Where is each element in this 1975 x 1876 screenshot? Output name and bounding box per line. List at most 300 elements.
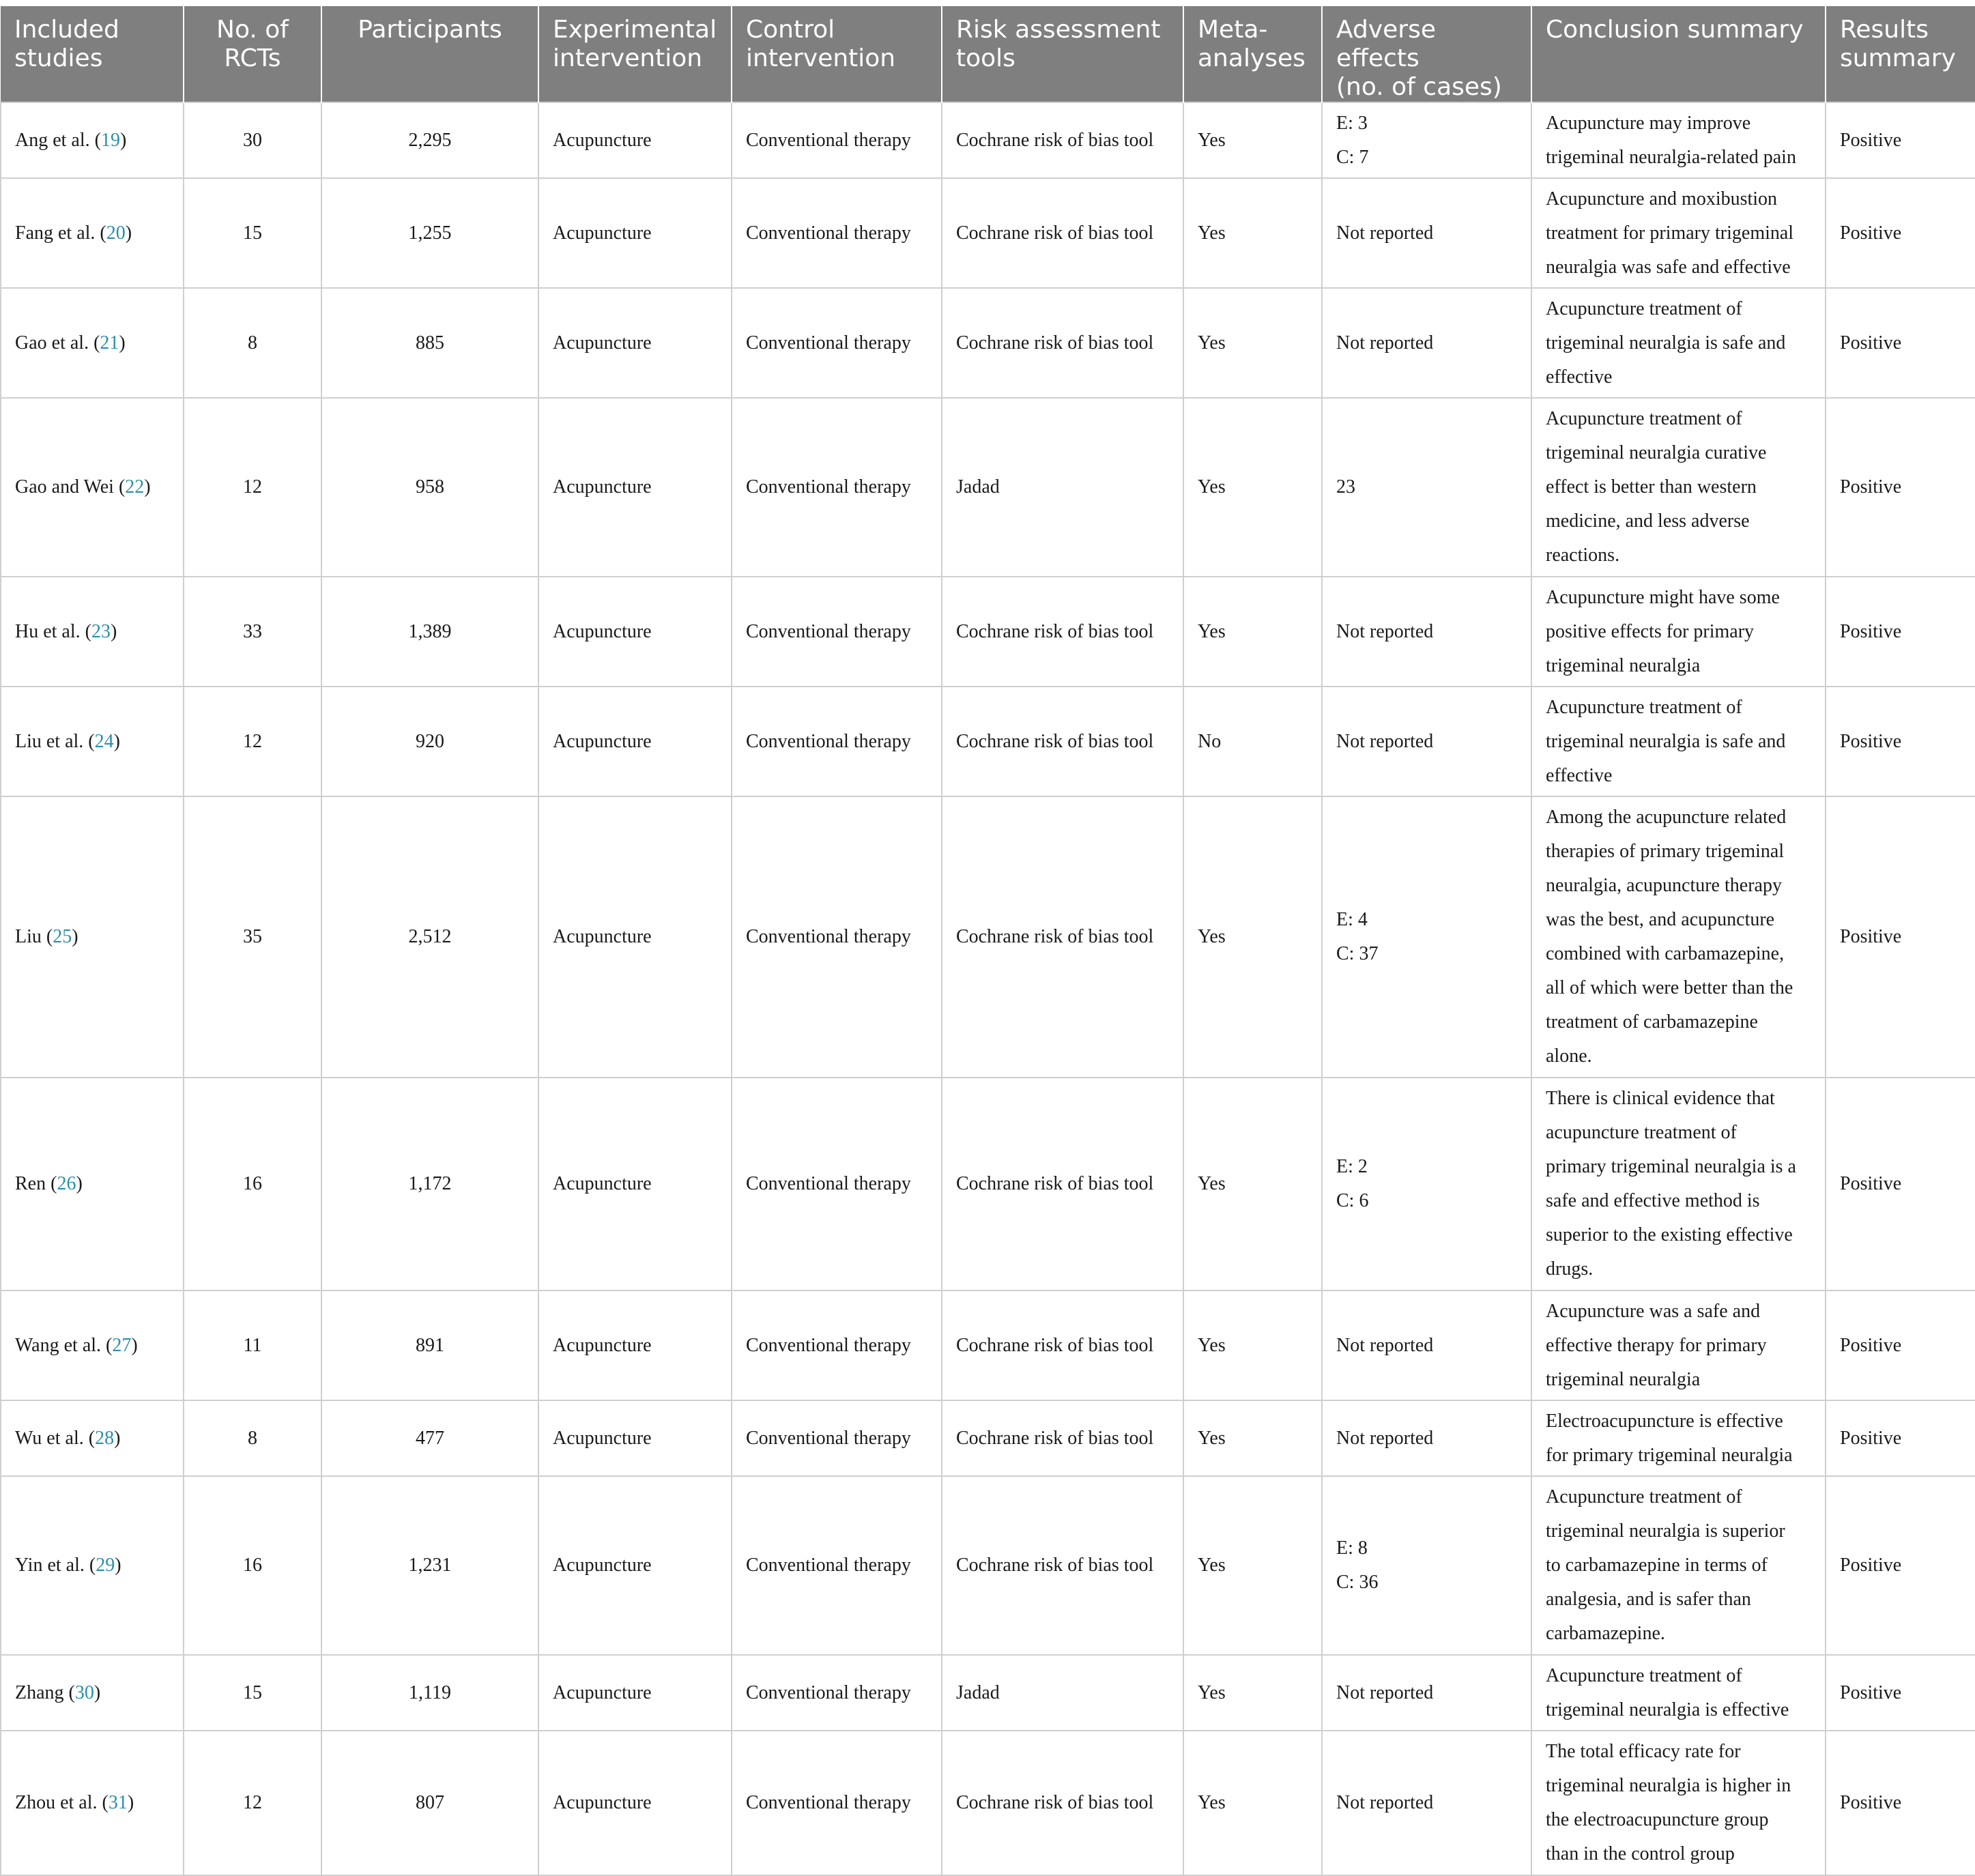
study-author: Wu et al.	[15, 1427, 84, 1449]
result-value: Positive	[1840, 1682, 1902, 1703]
cell-experimental	[538, 1731, 732, 1875]
cell-risk-tool	[942, 288, 1183, 398]
cell-study: Wu et al. (28)	[1, 1400, 184, 1476]
cell-experimental	[538, 796, 732, 1078]
conclusion-line: Among the acupuncture related	[1546, 807, 1787, 828]
reference-link[interactable]: 23	[91, 620, 111, 642]
rcts-value: 15	[243, 1682, 262, 1703]
table-row	[1, 1476, 1975, 1655]
cell-experimental	[538, 1655, 732, 1731]
reference-link[interactable]: 28	[95, 1427, 115, 1449]
meta-value: Yes	[1198, 222, 1226, 244]
control-value: Conventional therapy	[746, 1555, 911, 1576]
experimental-value: Acupuncture	[553, 1555, 652, 1576]
risk-tool-value: Cochrane risk of bias tool	[956, 620, 1154, 642]
cell-risk-tool	[942, 1476, 1183, 1655]
conclusion-line: analgesia, and is safer than	[1546, 1589, 1751, 1610]
cell-result	[1826, 178, 1975, 288]
adverse-line: 23	[1336, 476, 1355, 497]
conclusion-line: The total efficacy rate for	[1546, 1741, 1741, 1762]
conclusion-line: was the best, and acupuncture	[1546, 909, 1775, 930]
study-author: Fang et al.	[15, 222, 96, 244]
cell-study: Zhou et al. (31)	[1, 1731, 184, 1875]
adverse-line: E: 2	[1336, 1156, 1368, 1177]
result-value: Positive	[1840, 222, 1902, 244]
result-value: Positive	[1840, 476, 1902, 497]
risk-tool-value: Cochrane risk of bias tool	[956, 1427, 1154, 1449]
risk-tool-value: Cochrane risk of bias tool	[956, 1334, 1154, 1356]
conclusion-line: trigeminal neuralgia is higher in	[1546, 1775, 1791, 1796]
conclusion-line: trigeminal neuralgia curative	[1546, 442, 1767, 463]
cell-study: Hu et al. (23)	[1, 577, 184, 687]
cell-meta	[1183, 1400, 1322, 1476]
result-value: Positive	[1840, 1173, 1902, 1194]
header-experimental-intervention: Experimental intervention	[538, 6, 732, 102]
conclusion-line: trigeminal neuralgia-related pain	[1546, 146, 1796, 168]
rcts-value: 12	[243, 476, 262, 497]
meta-value: Yes	[1198, 620, 1226, 642]
rcts-value: 12	[243, 1792, 262, 1813]
cell-participants	[321, 1731, 538, 1875]
experimental-value: Acupuncture	[553, 332, 652, 353]
rcts-value: 15	[243, 222, 262, 244]
cell-risk-tool	[942, 398, 1183, 577]
table-row	[1, 687, 1975, 796]
adverse-line: Not reported	[1336, 1334, 1434, 1356]
meta-value: No	[1198, 730, 1222, 752]
conclusion-line: trigeminal neuralgia is safe and	[1546, 730, 1786, 752]
meta-value: Yes	[1198, 332, 1226, 353]
study-author: Wang et al.	[15, 1334, 102, 1356]
cell-rcts	[184, 1731, 321, 1875]
risk-tool-value: Cochrane risk of bias tool	[956, 1555, 1154, 1576]
result-value: Positive	[1840, 926, 1902, 947]
cell-adverse	[1322, 1290, 1531, 1400]
result-value: Positive	[1840, 1792, 1902, 1813]
rcts-value: 11	[243, 1334, 262, 1356]
result-value: Positive	[1840, 1555, 1902, 1576]
cell-experimental	[538, 288, 732, 398]
risk-tool-value: Jadad	[956, 476, 1000, 497]
reference-link[interactable]: 30	[74, 1682, 94, 1703]
participants-value: 1,172	[408, 1173, 452, 1194]
cell-experimental	[538, 577, 732, 687]
rcts-value: 33	[243, 620, 262, 642]
cell-result	[1826, 398, 1975, 577]
study-author: Ang et al.	[15, 129, 90, 151]
experimental-value: Acupuncture	[553, 1173, 652, 1194]
cell-risk-tool	[942, 1078, 1183, 1290]
study-author: Gao et al.	[15, 332, 89, 353]
conclusion-line: effective	[1546, 366, 1613, 388]
conclusion-line: superior to the existing effective	[1546, 1224, 1793, 1245]
adverse-line: C: 6	[1336, 1190, 1369, 1211]
cell-experimental	[538, 1078, 732, 1290]
cell-rcts	[184, 102, 321, 178]
cell-adverse	[1322, 1078, 1531, 1290]
cell-participants	[321, 796, 538, 1078]
cell-study: Yin et al. (29)	[1, 1476, 184, 1655]
reference-link[interactable]: 19	[100, 129, 120, 151]
risk-tool-value: Cochrane risk of bias tool	[956, 129, 1154, 151]
cell-result	[1826, 687, 1975, 796]
adverse-line: Not reported	[1336, 332, 1434, 353]
result-value: Positive	[1840, 1334, 1902, 1356]
cell-participants	[321, 178, 538, 288]
participants-value: 958	[416, 476, 444, 497]
cell-meta	[1183, 288, 1322, 398]
risk-tool-value: Cochrane risk of bias tool	[956, 332, 1154, 353]
cell-conclusion	[1531, 796, 1826, 1078]
rcts-value: 16	[243, 1173, 262, 1194]
adverse-line: Not reported	[1336, 1792, 1434, 1813]
conclusion-line: the electroacupuncture group	[1546, 1809, 1769, 1830]
cell-rcts	[184, 1655, 321, 1731]
rcts-value: 8	[248, 332, 257, 353]
adverse-line: Not reported	[1336, 620, 1434, 642]
cell-risk-tool	[942, 1400, 1183, 1476]
header-adverse-effects: Adverse effects (no. of cases)	[1322, 6, 1531, 102]
cell-participants	[321, 577, 538, 687]
cell-study: Liu (25)	[1, 796, 184, 1078]
cell-rcts	[184, 1400, 321, 1476]
study-author: Yin et al.	[15, 1555, 85, 1576]
cell-experimental	[538, 1290, 732, 1400]
conclusion-line: Electroacupuncture is effective	[1546, 1410, 1783, 1432]
header-conclusion-summary: Conclusion summary	[1531, 6, 1826, 102]
header-control-intervention: Control intervention	[732, 6, 942, 102]
adverse-line: C: 7	[1336, 146, 1369, 168]
conclusion-line: than in the control group	[1546, 1843, 1735, 1864]
cell-control	[732, 178, 942, 288]
cell-control	[732, 1476, 942, 1655]
cell-adverse	[1322, 102, 1531, 178]
risk-tool-value: Cochrane risk of bias tool	[956, 926, 1154, 947]
meta-value: Yes	[1198, 1555, 1226, 1576]
conclusion-line: Acupuncture was a safe and	[1546, 1300, 1761, 1322]
reference-link[interactable]: 29	[96, 1555, 115, 1576]
study-author: Zhou et al.	[15, 1792, 98, 1813]
participants-value: 477	[416, 1427, 444, 1449]
conclusion-line: Acupuncture treatment of	[1546, 1486, 1742, 1507]
experimental-value: Acupuncture	[553, 1682, 652, 1703]
participants-value: 891	[416, 1334, 444, 1356]
table-row	[1, 1400, 1975, 1476]
cell-adverse	[1322, 1476, 1531, 1655]
risk-tool-value: Cochrane risk of bias tool	[956, 1792, 1154, 1813]
reference-link[interactable]: 27	[112, 1334, 132, 1356]
adverse-line: Not reported	[1336, 730, 1434, 752]
table-row	[1, 1731, 1975, 1875]
control-value: Conventional therapy	[746, 476, 911, 497]
reference-link[interactable]: 26	[57, 1173, 76, 1194]
cell-control	[732, 1731, 942, 1875]
cell-study: Ang et al. (19)	[1, 102, 184, 178]
reference-link[interactable]: 21	[100, 332, 119, 353]
result-value: Positive	[1840, 620, 1902, 642]
table-row	[1, 1655, 1975, 1731]
cell-rcts	[184, 687, 321, 796]
cell-adverse	[1322, 398, 1531, 577]
table-row	[1, 178, 1975, 288]
cell-risk-tool	[942, 796, 1183, 1078]
meta-value: Yes	[1198, 1334, 1226, 1356]
table-row	[1, 102, 1975, 178]
cell-participants	[321, 687, 538, 796]
control-value: Conventional therapy	[746, 730, 911, 752]
experimental-value: Acupuncture	[553, 620, 652, 642]
conclusion-line: primary trigeminal neuralgia is a	[1546, 1156, 1796, 1177]
adverse-line: Not reported	[1336, 1682, 1434, 1703]
cell-risk-tool	[942, 178, 1183, 288]
reference-link[interactable]: 22	[125, 476, 145, 497]
risk-tool-value: Cochrane risk of bias tool	[956, 1173, 1154, 1194]
cell-participants	[321, 1078, 538, 1290]
conclusion-line: medicine, and less adverse	[1546, 510, 1750, 532]
table-row	[1, 1078, 1975, 1290]
control-value: Conventional therapy	[746, 129, 911, 151]
cell-meta	[1183, 102, 1322, 178]
study-author: Liu	[15, 926, 42, 947]
cell-experimental	[538, 178, 732, 288]
cell-meta	[1183, 1078, 1322, 1290]
studies-table	[0, 6, 1975, 1876]
rcts-value: 12	[243, 730, 262, 752]
control-value: Conventional therapy	[746, 1173, 911, 1194]
result-value: Positive	[1840, 332, 1902, 353]
cell-conclusion	[1531, 102, 1826, 178]
conclusion-line: trigeminal neuralgia is effective	[1546, 1699, 1789, 1720]
participants-value: 1,389	[408, 620, 452, 642]
header-meta-analyses: Meta- analyses	[1183, 6, 1322, 102]
conclusion-line: There is clinical evidence that	[1546, 1088, 1775, 1109]
cell-participants	[321, 102, 538, 178]
cell-participants	[321, 1400, 538, 1476]
reference-link[interactable]: 24	[94, 730, 114, 752]
cell-study: Gao and Wei (22)	[1, 398, 184, 577]
cell-study: Ren (26)	[1, 1078, 184, 1290]
cell-participants	[321, 1655, 538, 1731]
cell-experimental	[538, 687, 732, 796]
meta-value: Yes	[1198, 476, 1226, 497]
header-no-of-rcts: No. of RCTs	[184, 6, 321, 102]
conclusion-line: combined with carbamazepine,	[1546, 943, 1785, 964]
adverse-line: C: 37	[1336, 943, 1379, 964]
cell-study: Zhang (30)	[1, 1655, 184, 1731]
experimental-value: Acupuncture	[553, 1792, 652, 1813]
conclusion-line: positive effects for primary	[1546, 620, 1755, 642]
conclusion-line: Acupuncture treatment of	[1546, 1664, 1742, 1686]
conclusion-line: therapies of primary trigeminal	[1546, 841, 1785, 862]
cell-meta	[1183, 796, 1322, 1078]
control-value: Conventional therapy	[746, 1792, 911, 1813]
cell-conclusion	[1531, 1290, 1826, 1400]
cell-rcts	[184, 577, 321, 687]
cell-adverse	[1322, 178, 1531, 288]
conclusion-line: acupuncture treatment of	[1546, 1122, 1737, 1143]
cell-control	[732, 398, 942, 577]
conclusion-line: trigeminal neuralgia is superior	[1546, 1520, 1785, 1542]
control-value: Conventional therapy	[746, 1682, 911, 1703]
conclusion-line: effective	[1546, 764, 1613, 786]
study-author: Zhang	[15, 1682, 64, 1703]
cell-study: Gao et al. (21)	[1, 288, 184, 398]
experimental-value: Acupuncture	[553, 222, 652, 244]
cell-rcts	[184, 1290, 321, 1400]
conclusion-line: for primary trigeminal neuralgia	[1546, 1444, 1793, 1466]
rcts-value: 35	[243, 926, 262, 947]
cell-adverse	[1322, 796, 1531, 1078]
cell-result	[1826, 796, 1975, 1078]
cell-control	[732, 288, 942, 398]
cell-control	[732, 796, 942, 1078]
meta-value: Yes	[1198, 926, 1226, 947]
table-row	[1, 577, 1975, 687]
cell-experimental	[538, 1400, 732, 1476]
meta-value: Yes	[1198, 1173, 1226, 1194]
cell-adverse	[1322, 1655, 1531, 1731]
control-value: Conventional therapy	[746, 1334, 911, 1356]
participants-value: 2,512	[408, 926, 452, 947]
control-value: Conventional therapy	[746, 620, 911, 642]
cell-conclusion	[1531, 1731, 1826, 1875]
cell-participants	[321, 398, 538, 577]
cell-result	[1826, 1290, 1975, 1400]
rcts-value: 30	[243, 129, 262, 151]
reference-link[interactable]: 20	[106, 222, 126, 244]
cell-meta	[1183, 178, 1322, 288]
risk-tool-value: Cochrane risk of bias tool	[956, 222, 1154, 244]
cell-adverse	[1322, 1400, 1531, 1476]
cell-risk-tool	[942, 102, 1183, 178]
cell-study: Wang et al. (27)	[1, 1290, 184, 1400]
table-row	[1, 398, 1975, 577]
conclusion-line: trigeminal neuralgia	[1546, 654, 1701, 676]
conclusion-line: safe and effective method is	[1546, 1190, 1760, 1211]
header-row	[1, 6, 1975, 102]
cell-risk-tool	[942, 577, 1183, 687]
meta-value: Yes	[1198, 129, 1226, 151]
cell-adverse	[1322, 288, 1531, 398]
adverse-line: E: 8	[1336, 1538, 1368, 1559]
conclusion-line: neuralgia was safe and effective	[1546, 256, 1791, 278]
cell-conclusion	[1531, 398, 1826, 577]
rcts-value: 8	[248, 1427, 257, 1449]
risk-tool-value: Cochrane risk of bias tool	[956, 730, 1154, 752]
cell-result	[1826, 1655, 1975, 1731]
conclusion-line: Acupuncture and moxibustion	[1546, 188, 1778, 210]
adverse-line: Not reported	[1336, 1427, 1434, 1449]
experimental-value: Acupuncture	[553, 476, 652, 497]
study-author: Liu et al.	[15, 730, 84, 752]
conclusion-line: effect is better than western	[1546, 476, 1757, 497]
table-body	[1, 102, 1975, 1875]
participants-value: 807	[416, 1792, 444, 1813]
experimental-value: Acupuncture	[553, 926, 652, 947]
cell-meta	[1183, 398, 1322, 577]
table-row	[1, 1290, 1975, 1400]
cell-adverse	[1322, 577, 1531, 687]
cell-result	[1826, 1078, 1975, 1290]
participants-value: 885	[416, 332, 444, 353]
cell-risk-tool	[942, 1290, 1183, 1400]
cell-result	[1826, 1400, 1975, 1476]
cell-conclusion	[1531, 1476, 1826, 1655]
reference-link[interactable]: 31	[108, 1792, 128, 1813]
cell-conclusion	[1531, 178, 1826, 288]
cell-control	[732, 1290, 942, 1400]
header-participants: Participants	[321, 6, 538, 102]
conclusion-line: to carbamazepine in terms of	[1546, 1555, 1768, 1576]
cell-result	[1826, 288, 1975, 398]
conclusion-line: Acupuncture may improve	[1546, 112, 1751, 134]
cell-participants	[321, 1290, 538, 1400]
cell-meta	[1183, 687, 1322, 796]
participants-value: 2,295	[408, 129, 452, 151]
conclusion-line: trigeminal neuralgia	[1546, 1368, 1701, 1390]
cell-meta	[1183, 1731, 1322, 1875]
control-value: Conventional therapy	[746, 332, 911, 353]
cell-rcts	[184, 398, 321, 577]
cell-conclusion	[1531, 1078, 1826, 1290]
cell-conclusion	[1531, 1400, 1826, 1476]
conclusion-line: Acupuncture might have some	[1546, 586, 1780, 608]
control-value: Conventional therapy	[746, 1427, 911, 1449]
cell-adverse	[1322, 687, 1531, 796]
meta-value: Yes	[1198, 1792, 1226, 1813]
cell-participants	[321, 288, 538, 398]
cell-result	[1826, 102, 1975, 178]
conclusion-line: drugs.	[1546, 1258, 1594, 1280]
cell-conclusion	[1531, 687, 1826, 796]
cell-conclusion	[1531, 1655, 1826, 1731]
meta-value: Yes	[1198, 1427, 1226, 1449]
participants-value: 920	[416, 730, 444, 752]
cell-study: Fang et al. (20)	[1, 178, 184, 288]
experimental-value: Acupuncture	[553, 1427, 652, 1449]
conclusion-line: alone.	[1546, 1045, 1592, 1067]
participants-value: 1,231	[408, 1555, 452, 1576]
conclusion-line: all of which were better than the	[1546, 977, 1793, 998]
experimental-value: Acupuncture	[553, 730, 652, 752]
control-value: Conventional therapy	[746, 222, 911, 244]
risk-tool-value: Jadad	[956, 1682, 1000, 1703]
cell-result	[1826, 577, 1975, 687]
cell-experimental	[538, 102, 732, 178]
conclusion-line: reactions.	[1546, 545, 1620, 566]
cell-result	[1826, 1476, 1975, 1655]
participants-value: 1,119	[409, 1682, 451, 1703]
participants-value: 1,255	[408, 222, 452, 244]
conclusion-line: neuralgia, acupuncture therapy	[1546, 875, 1782, 896]
cell-control	[732, 1655, 942, 1731]
cell-conclusion	[1531, 288, 1826, 398]
reference-link[interactable]: 25	[53, 926, 72, 947]
cell-control	[732, 577, 942, 687]
cell-control	[732, 687, 942, 796]
conclusion-line: Acupuncture treatment of	[1546, 696, 1742, 718]
adverse-line: E: 3	[1336, 112, 1368, 134]
cell-risk-tool	[942, 1655, 1183, 1731]
control-value: Conventional therapy	[746, 926, 911, 947]
header-risk-assessment-tools: Risk assessment tools	[942, 6, 1183, 102]
cell-result	[1826, 1731, 1975, 1875]
cell-experimental	[538, 398, 732, 577]
result-value: Positive	[1840, 1427, 1902, 1449]
cell-meta	[1183, 577, 1322, 687]
conclusion-line: treatment for primary trigeminal	[1546, 222, 1794, 244]
result-value: Positive	[1840, 730, 1902, 752]
